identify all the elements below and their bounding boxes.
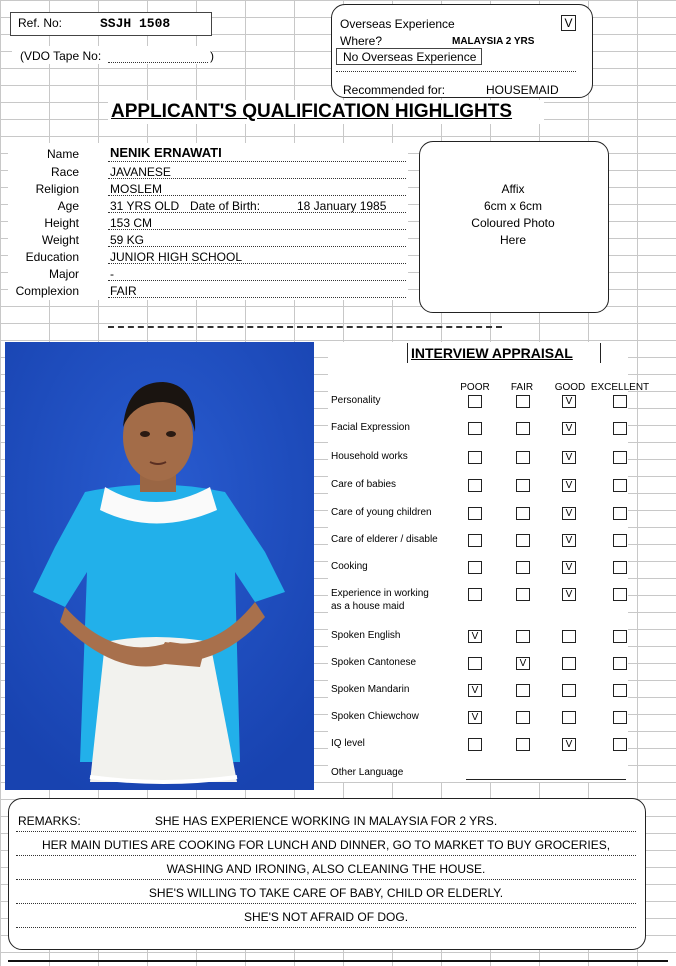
- appraisal-checkbox-fair[interactable]: [516, 738, 530, 751]
- appraisal-checkbox-poor[interactable]: [468, 534, 482, 547]
- appraisal-checkbox-excellent[interactable]: [613, 479, 627, 492]
- appraisal-checkbox-poor[interactable]: [468, 395, 482, 408]
- appraisal-checkbox-excellent[interactable]: [613, 738, 627, 751]
- appraisal-checkbox-good[interactable]: V: [562, 479, 576, 492]
- appraisal-checkbox-fair[interactable]: [516, 534, 530, 547]
- appraisal-checkbox-poor[interactable]: [468, 657, 482, 670]
- overseas-experience-label: Overseas Experience: [340, 17, 455, 31]
- appraisal-checkbox-poor[interactable]: [468, 738, 482, 751]
- appraisal-checkbox-excellent[interactable]: [613, 395, 627, 408]
- column-good: GOOD: [554, 382, 586, 393]
- appraisal-criterion-label: Experience in working: [331, 588, 429, 599]
- age-label: Age: [57, 199, 79, 213]
- other-language-field[interactable]: [466, 779, 626, 780]
- remarks-line-rule: [16, 854, 636, 856]
- appraisal-criterion-label: Spoken Chiewchow: [331, 711, 419, 722]
- remarks-line: SHE HAS EXPERIENCE WORKING IN MALAYSIA FOR 2 YRS.: [154, 814, 498, 828]
- appraisal-criterion-label: Care of babies: [331, 479, 397, 490]
- detail-underline: [108, 296, 406, 298]
- appraisal-checkbox-fair[interactable]: [516, 422, 530, 435]
- appraisal-checkbox-excellent[interactable]: [613, 630, 627, 643]
- remarks-line: WASHING AND IRONING, ALSO CLEANING THE HOUSE.: [166, 862, 486, 876]
- applicant-photo: [5, 342, 314, 790]
- major-label: Major: [48, 267, 79, 281]
- appraisal-checkbox-fair[interactable]: [516, 507, 530, 520]
- complexion-label: Complexion: [15, 284, 79, 298]
- appraisal-checkbox-fair[interactable]: [516, 684, 530, 697]
- appraisal-criterion-label: Household works: [331, 451, 408, 462]
- appraisal-checkbox-poor[interactable]: V: [468, 630, 482, 643]
- overseas-experience-checkbox[interactable]: V: [561, 15, 576, 31]
- recommended-value: HOUSEMAID: [486, 83, 559, 97]
- appraisal-checkbox-poor[interactable]: [468, 422, 482, 435]
- ref-label: Ref. No:: [18, 16, 63, 30]
- appraisal-checkbox-good[interactable]: V: [562, 507, 576, 520]
- applicant-major: -: [110, 267, 114, 281]
- appraisal-checkbox-good[interactable]: [562, 684, 576, 697]
- appraisal-checkbox-good[interactable]: V: [562, 451, 576, 464]
- appraisal-criterion-label: Personality: [331, 395, 381, 406]
- appraisal-checkbox-good[interactable]: [562, 711, 576, 724]
- appraisal-checkbox-fair[interactable]: [516, 588, 530, 601]
- applicant-age: 31 YRS OLD: [110, 199, 180, 213]
- appraisal-checkbox-excellent[interactable]: [613, 451, 627, 464]
- appraisal-checkbox-poor[interactable]: [468, 451, 482, 464]
- remarks-label: REMARKS:: [18, 814, 81, 828]
- applicant-education: JUNIOR HIGH SCHOOL: [110, 250, 243, 264]
- height-label: Height: [44, 216, 79, 230]
- applicant-name: NENIK ERNAWATI: [110, 145, 222, 160]
- other-language-label: Other Language: [331, 767, 404, 778]
- race-label: Race: [50, 165, 79, 179]
- vdo-value-field[interactable]: [108, 48, 208, 63]
- name-label: Name: [46, 147, 79, 161]
- education-label: Education: [25, 250, 79, 264]
- religion-label: Religion: [35, 182, 79, 196]
- remarks-line: SHE'S WILLING TO TAKE CARE OF BABY, CHILD OR ELDERLY.: [148, 886, 504, 900]
- vdo-label: (VDO Tape No:: [20, 49, 102, 63]
- appraisal-title: INTERVIEW APPRAISAL: [411, 345, 573, 361]
- appraisal-checkbox-excellent[interactable]: [613, 507, 627, 520]
- appraisal-checkbox-fair[interactable]: [516, 395, 530, 408]
- ref-number: SSJH 1508: [100, 16, 171, 31]
- photo-colour-text: Coloured Photo: [471, 216, 555, 230]
- no-experience-label: No Overseas Experience: [343, 50, 477, 64]
- detail-underline: [108, 160, 406, 162]
- appraisal-checkbox-good[interactable]: V: [562, 561, 576, 574]
- appraisal-checkbox-fair[interactable]: [516, 451, 530, 464]
- appraisal-checkbox-good[interactable]: V: [562, 395, 576, 408]
- detail-underline: [108, 279, 406, 281]
- remarks-line-rule: [16, 830, 636, 832]
- appraisal-checkbox-fair[interactable]: [516, 630, 530, 643]
- appraisal-criterion-label: Spoken English: [331, 630, 401, 641]
- appraisal-criterion-label: IQ level: [331, 738, 365, 749]
- remarks-line: HER MAIN DUTIES ARE COOKING FOR LUNCH AND DINNER, GO TO MARKET TO BUY GROCERIES,: [41, 838, 611, 852]
- appraisal-checkbox-good[interactable]: V: [562, 588, 576, 601]
- recommended-label: Recommended for:: [343, 83, 446, 97]
- appraisal-checkbox-fair[interactable]: [516, 711, 530, 724]
- appraisal-checkbox-poor[interactable]: V: [468, 684, 482, 697]
- where-value: MALAYSIA 2 YRS: [452, 36, 535, 47]
- detail-underline: [108, 177, 406, 179]
- photo-size-text: 6cm x 6cm: [483, 199, 542, 213]
- appraisal-checkbox-excellent[interactable]: [613, 657, 627, 670]
- detail-underline: [108, 262, 406, 264]
- appraisal-checkbox-poor[interactable]: V: [468, 711, 482, 724]
- appraisal-checkbox-good[interactable]: V: [562, 422, 576, 435]
- appraisal-criterion-label: Facial Expression: [331, 422, 410, 433]
- appraisal-checkbox-excellent[interactable]: [613, 684, 627, 697]
- appraisal-criterion-label: Care of young children: [331, 507, 432, 518]
- appraisal-checkbox-excellent[interactable]: [613, 422, 627, 435]
- column-excellent: EXCELLENT: [590, 382, 650, 393]
- appraisal-checkbox-fair[interactable]: [516, 479, 530, 492]
- appraisal-checkbox-excellent[interactable]: [613, 711, 627, 724]
- appraisal-checkbox-good[interactable]: [562, 657, 576, 670]
- appraisal-checkbox-excellent[interactable]: [613, 534, 627, 547]
- where-label: Where?: [340, 34, 383, 48]
- detail-underline: [108, 245, 406, 247]
- appraisal-checkbox-fair[interactable]: V: [516, 657, 530, 670]
- overseas-divider: [336, 68, 576, 72]
- remarks-line-rule: [16, 926, 636, 928]
- detail-underline: [108, 228, 406, 230]
- remarks-line: SHE'S NOT AFRAID OF DOG.: [243, 910, 409, 924]
- appraisal-criterion-label: Cooking: [331, 561, 368, 572]
- appraisal-checkbox-poor[interactable]: [468, 588, 482, 601]
- vdo-close: ): [210, 49, 214, 63]
- appraisal-checkbox-excellent[interactable]: [613, 561, 627, 574]
- appraisal-checkbox-fair[interactable]: [516, 561, 530, 574]
- appraisal-checkbox-excellent[interactable]: [613, 588, 627, 601]
- applicant-religion: MOSLEM: [110, 182, 163, 196]
- appraisal-checkbox-poor[interactable]: [468, 479, 482, 492]
- applicant-dob: 18 January 1985: [297, 199, 387, 213]
- column-fair: FAIR: [510, 382, 534, 393]
- appraisal-checkbox-good[interactable]: V: [562, 738, 576, 751]
- detail-underline: [108, 194, 406, 196]
- detail-underline: [108, 211, 406, 213]
- bottom-rule: [8, 960, 668, 962]
- remarks-line-rule: [16, 878, 636, 880]
- dob-label: Date of Birth:: [190, 199, 261, 213]
- appraisal-checkbox-good[interactable]: [562, 630, 576, 643]
- remarks-line-rule: [16, 902, 636, 904]
- appraisal-criterion-label: Care of elderer / disable: [331, 534, 438, 545]
- applicant-complexion: FAIR: [110, 284, 137, 298]
- applicant-race: JAVANESE: [110, 165, 171, 179]
- appraisal-criterion-label: Spoken Mandarin: [331, 684, 410, 695]
- applicant-height: 153 CM: [110, 216, 153, 230]
- appraisal-checkbox-good[interactable]: V: [562, 534, 576, 547]
- appraisal-criterion-label-cont: as a house maid: [331, 601, 405, 612]
- page-title: APPLICANT'S QUALIFICATION HIGHLIGHTS: [111, 101, 513, 122]
- applicant-weight: 59 KG: [110, 233, 145, 247]
- photo-affix-text: Affix: [501, 182, 525, 196]
- dashed-separator: [108, 326, 502, 328]
- photo-here-text: Here: [499, 233, 526, 247]
- column-poor: POOR: [460, 382, 490, 393]
- appraisal-checkbox-poor[interactable]: [468, 561, 482, 574]
- weight-label: Weight: [41, 233, 79, 247]
- appraisal-criterion-label: Spoken Cantonese: [331, 657, 417, 668]
- appraisal-checkbox-poor[interactable]: [468, 507, 482, 520]
